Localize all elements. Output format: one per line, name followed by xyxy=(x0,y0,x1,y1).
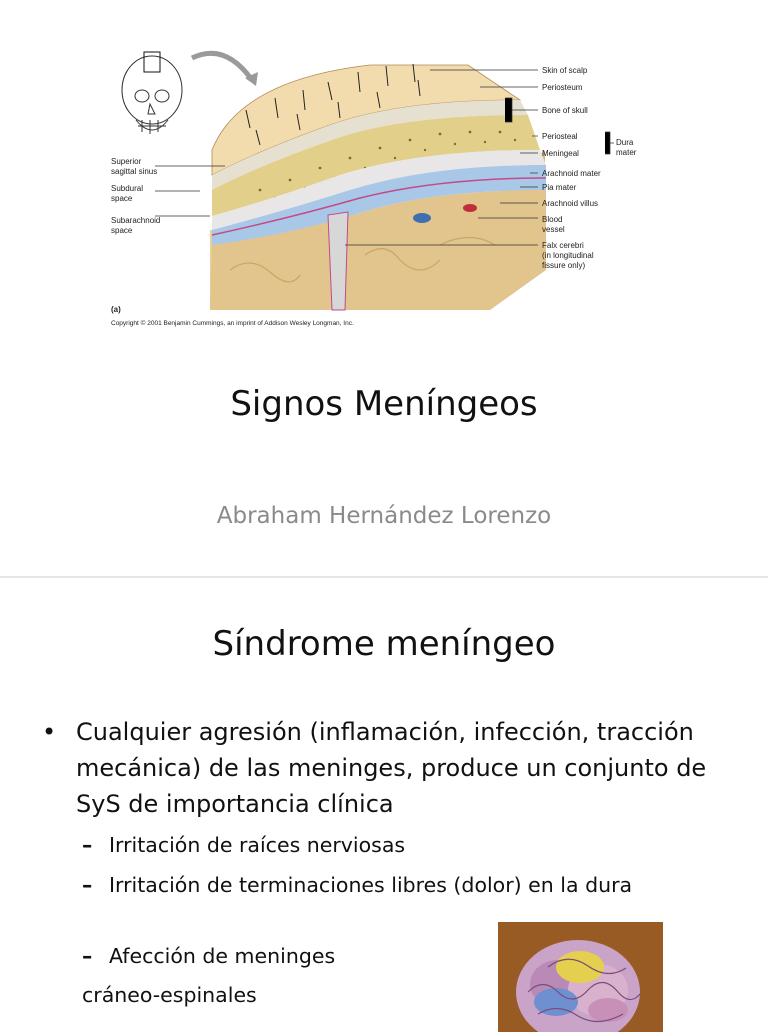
label-skin-of-scalp: Skin of scalp xyxy=(542,66,588,75)
label-subarachnoid-space: space xyxy=(111,226,133,235)
label-subarachnoid: Subarachnoid xyxy=(111,216,161,225)
label-arachnoid-mater: Arachnoid mater xyxy=(542,169,601,178)
label-subdural: Subdural xyxy=(111,184,144,193)
sub-item xyxy=(82,941,482,972)
bullet-text: Cualquier agresión (inflamación, infección, tracción mecánica) de las meninges, produce un conjunto de SyS de importancia clínica xyxy=(76,718,707,818)
author-name: Abraham Hernández Lorenzo xyxy=(216,503,552,529)
sub-item-text: Irritación de raíces nerviosas xyxy=(109,833,406,857)
brain-image xyxy=(498,922,663,1032)
sub-item xyxy=(82,870,682,901)
label-mater: mater xyxy=(616,148,637,157)
dash-marker: – xyxy=(82,944,93,968)
label-superior: Superior xyxy=(111,157,142,166)
label-fissure-only: fissure only) xyxy=(542,261,586,270)
content-slide xyxy=(0,578,768,1024)
slide-title: Síndrome meníngeo xyxy=(212,624,556,664)
slide-title: Signos Meníngeos xyxy=(230,384,538,424)
label-pia-mater: Pia mater xyxy=(542,183,577,192)
meninges-anatomy-figure xyxy=(100,40,660,340)
bullet-marker: • xyxy=(42,718,57,746)
label-sagittal-sinus: sagittal sinus xyxy=(111,167,158,176)
continuation-text: cráneo-espinales xyxy=(82,983,257,1007)
sub-item-text: Afección de meninges xyxy=(109,944,336,968)
label-in-longitudinal: (in longitudinal xyxy=(542,251,594,260)
copyright-line: Copyright © 2001 Benjamin Cummings, an imprint of Addison Wesley Longman, Inc. xyxy=(111,320,354,327)
dash-marker: – xyxy=(82,873,93,897)
figure-labels xyxy=(100,40,660,340)
label-dura: Dura xyxy=(616,138,634,147)
label-meningeal: Meningeal xyxy=(542,149,579,158)
label-periosteum: Periosteum xyxy=(542,83,583,92)
dash-marker: – xyxy=(82,833,93,857)
sub-item xyxy=(82,830,682,861)
bullet-item xyxy=(42,714,732,822)
label-arachnoid-villus: Arachnoid villus xyxy=(542,199,599,208)
panel-letter: (a) xyxy=(111,305,121,314)
label-falx-cerebri: Falx cerebri xyxy=(542,241,584,250)
label-subdural-space: space xyxy=(111,194,133,203)
label-periosteal: Periosteal xyxy=(542,132,578,141)
label-bone-of-skull: Bone of skull xyxy=(542,106,588,115)
sub-item-text: Irritación de terminaciones libres (dolor) en la dura xyxy=(109,873,633,897)
label-vessel: vessel xyxy=(542,225,565,234)
label-blood: Blood xyxy=(542,215,563,224)
